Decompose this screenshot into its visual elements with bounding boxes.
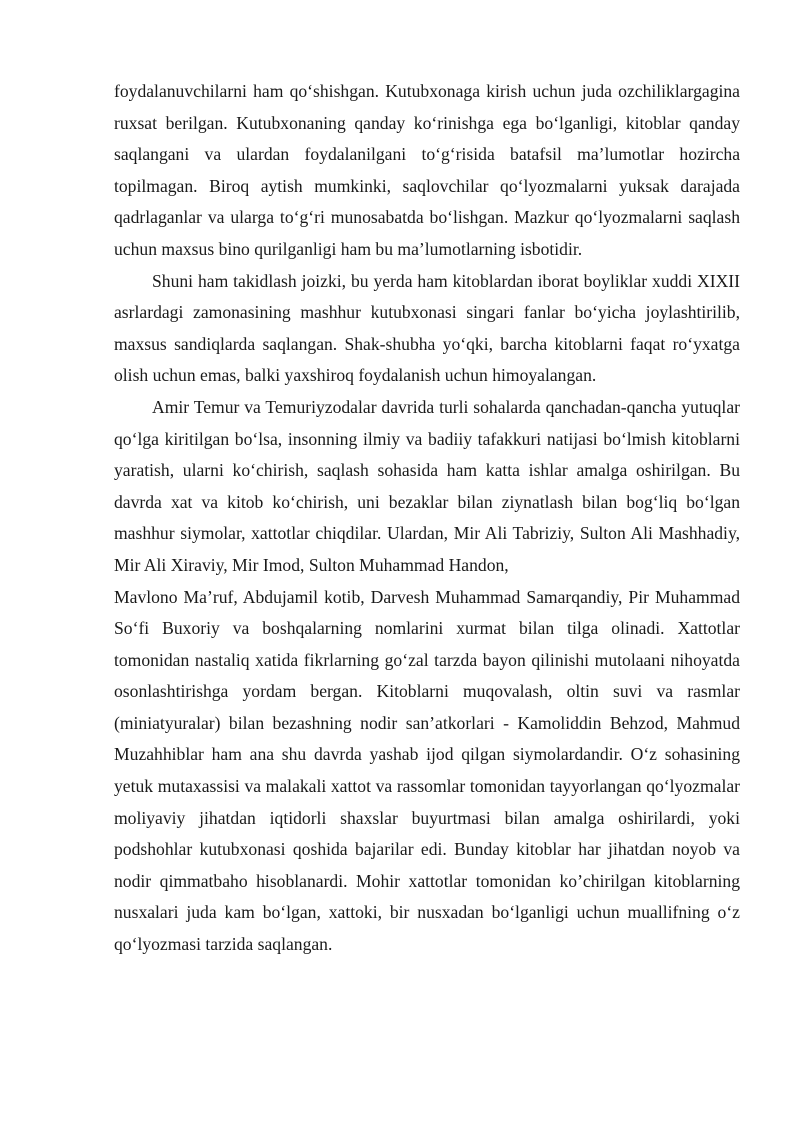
document-page <box>114 76 740 961</box>
paragraph-4: Mavlono Ma’ruf, Abdujamil kotib, Darvesh Muhammad Samarqandiy, Pir Muhammad So‘fi Buxoriy va boshqalarning nomlarini xurmat bilan tilga olinadi. Xattotlar tomonidan nastaliq xatida fikrlarning go‘zal tarzda bayon qilinishi mutolaani nihoyatda osonlashtirishga yordam bergan. Kitoblarni muqovalash, oltin suvi va rasmlar (miniatyuralar) bilan bezashning nodir san’atkorlari - Kamoliddin Behzod, Mahmud Muzahhiblar ham ana shu davrda yashab ijod qilgan siymolardandir. O‘z sohasining yetuk mutaxassisi va malakali xattot va rassomlar tomonidan tayyorlangan qo‘lyozmalar moliyaviy jihatdan iqtidorli shaxslar buyurtmasi bilan amalga oshirilardi, yoki podshohlar kutubxonasi qoshida bajarilar edi. Bunday kitoblar har jihatdan noyob va nodir qimmatbaho hisoblanardi. Mohir xattotlar tomonidan ko’chirilgan kitoblarning nusxalari juda kam bo‘lgan, xattoki, bir nusxadan bo‘lganligi uchun muallifning o‘z qo‘lyozmasi tarzida saqlangan. <box>114 586 740 955</box>
paragraph-2: Shuni ham takidlash joizki, bu yerda ham kitoblardan iborat boyliklar xuddi XIXII asrlardagi zamonasining mashhur kutubxonasi singari fanlar bo‘yicha joylashtirilib, maxsus sandiqlarda saqlangan. Shak-shubha yo‘qki, barcha kitoblarni faqat ro‘yxatga olish uchun emas, balki yaxshiroq foydalanish uchun himoyalangan. <box>114 270 740 386</box>
paragraph-1: foydalanuvchilarni ham qo‘shishgan. Kutubxonaga kirish uchun juda ozchiliklargagina ruxsat berilgan. Kutubxonaning qanday ko‘rinishga ega bo‘lganligi, kitoblar qanday saqlangani va ulardan foydalanilgani to‘g‘risida batafsil ma’lumotlar hozircha topilmagan. Biroq aytish mumkinki, saqlovchilar qo‘lyozmalarni yuksak darajada qadrlaganlar va ularga to‘g‘ri munosabatda bo‘lishgan. Mazkur qo‘lyozmalarni saqlash uchun maxsus bino qurilganligi ham bu ma’lumotlarning isbotidir. <box>114 81 740 259</box>
paragraph-3: Amir Temur va Temuriyzodalar davrida turli sohalarda qanchadan-qancha yutuqlar qo‘lga kiritilgan bo‘lsa, insonning ilmiy va badiiy tafakkuri natijasi bo‘lmish kitoblarni yaratish, ularni ko‘chirish, saqlash sohasida ham katta ishlar amalga oshirilgan. Bu davrda xat va kitob ko‘chirish, uni bezaklar bilan ziynatlash bilan bog‘liq bo‘lgan mashhur siymolar, xattotlar chiqdilar. Ulardan, Mir Ali Tabriziy, Sulton Ali Mashhadiy, Mir Ali Xiraviy, Mir Imod, Sulton Muhammad Handon, <box>114 396 740 575</box>
